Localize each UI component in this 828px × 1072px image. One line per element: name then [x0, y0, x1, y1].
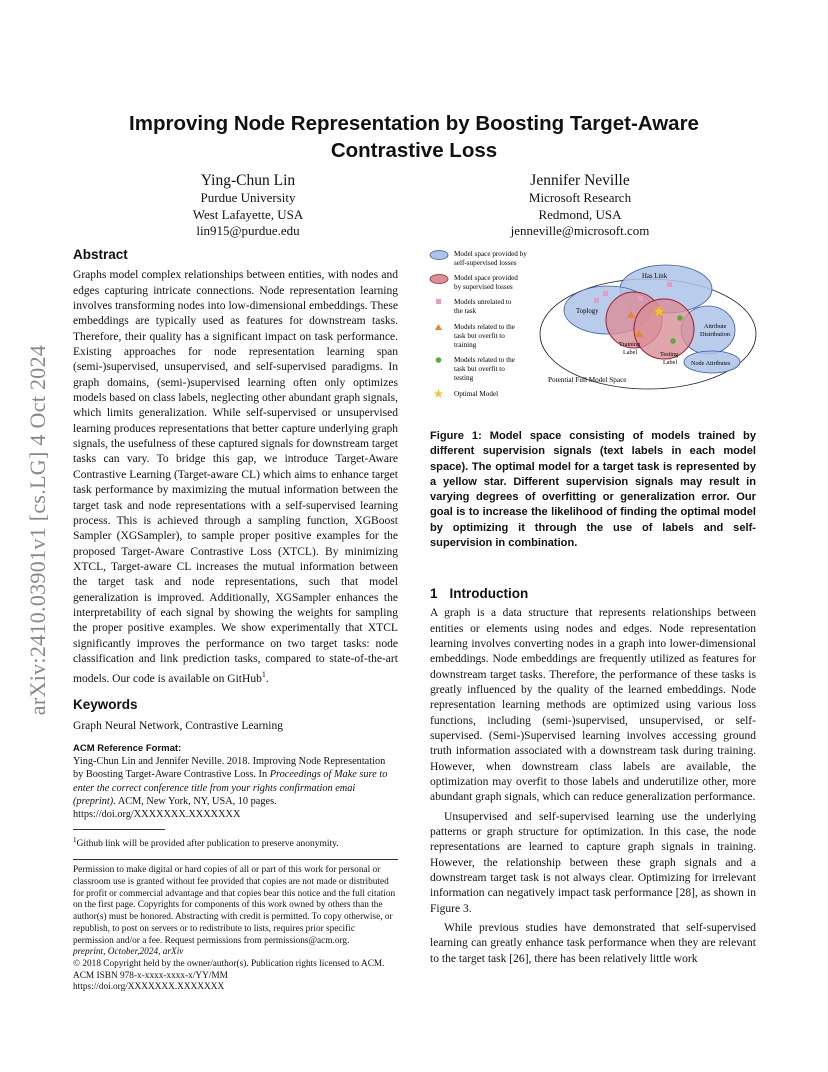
- legend-star-icon: [434, 389, 443, 398]
- intro-paragraph-3: While previous studies have demonstrated that self-supervised learning can greatly enhance task performance when they are relevant to the target task [26], there has been relatively little work: [430, 921, 756, 965]
- legend-green-dot-icon: [436, 357, 442, 363]
- author-location: Redmond, USA: [538, 206, 622, 222]
- unrelated-model-marker: [638, 296, 643, 301]
- legend-unrelated-line1: Models unrelated to: [454, 298, 512, 306]
- legend-self-supervised-line1: Model space provided by: [454, 250, 527, 258]
- acm-reference-part1: Ying-Chun Lin and Jennifer Neville. 2018. Improving Node Representation by Boosting Target-Aware Contrastive Loss. In: [73, 756, 386, 781]
- author-name: Ying-Chun Lin: [200, 172, 296, 189]
- keywords-heading: Keywords: [73, 697, 138, 713]
- preprint-line: [73, 947, 398, 959]
- legend-overfit-testing-line2: task but overfit to: [454, 365, 505, 373]
- acm-reference-venue: Proceedings of Make sure to enter the correct conference title from your rights confirmation emai (preprint).: [73, 769, 388, 807]
- introduction-heading: [430, 586, 756, 601]
- legend-overfit-training-line2: task but overfit to: [454, 332, 505, 340]
- section-title: Introduction: [449, 586, 529, 601]
- label-testing-line1: Testing: [660, 351, 679, 358]
- legend-overfit-training-line1: Models related to the: [454, 323, 515, 331]
- label-topology: Toplogy: [576, 308, 599, 315]
- legend-red-ellipse-icon: [430, 275, 448, 284]
- acm-reference-part2: ACM, New York, NY, USA, 10 pages. https://doi.org/XXXXXXX.XXXXXXX: [73, 795, 277, 820]
- unrelated-model-marker: [667, 282, 672, 287]
- figure-legend: [430, 250, 527, 398]
- doi-line: https://doi.org/XXXXXXX.XXXXXXX: [73, 982, 225, 993]
- legend-overfit-testing-line1: Models related to the: [454, 356, 515, 364]
- legend-supervised-line1: Model space provided: [454, 274, 518, 282]
- legend-pink-square-icon: [436, 299, 441, 304]
- label-attribute-line2: Distribution: [700, 331, 730, 338]
- overfit-testing-marker: [670, 338, 676, 344]
- footnote-mark: 1: [261, 670, 266, 680]
- unrelated-model-marker: [603, 291, 608, 296]
- section-number: 1: [430, 586, 438, 601]
- footnote-number: 1: [73, 836, 77, 845]
- footnote-rule: [73, 829, 165, 830]
- author-block-2: [480, 171, 680, 240]
- footnote-text: Github link will be provided after publication to preserve anonymity.: [76, 839, 339, 850]
- author-email: lin915@purdue.edu: [196, 223, 300, 238]
- author-block-1: [160, 171, 336, 240]
- intro-paragraph-1: A graph is a data structure that represents relationships between entities or elements using nodes and edges. Node representation learning involves converting nodes in a graph into lower-dimensional embeddings. Node embeddings are frequently utilized as features for downstream target tasks. Therefore, the performance of these tasks is greatly influenced by the quality of the learned embeddings. Node representation learning methods are optimized using various loss functions, including (semi-)supervised, unsupervised, or self-supervised. (Semi-)Supervised learning involves accessing ground truth information associated with a downstream task during training. However, when downstream class labels are available, the optimization may overfit to those labels and underutilize other, more abundant graph signals, which can reduce generalization performance.: [430, 607, 756, 804]
- abstract-body: Graphs model complex relationships between entities, with nodes and edges capturing intricate connections. Node representation learning involves transforming nodes into low-dimensional embeddings. These embeddings are typically used as features for downstream tasks. Therefore, their quality has a significant impact on task performance. Existing approaches for node representation learning span (semi-)supervised, unsupervised, and self-supervised paradigms. In graph domains, (semi-)supervised learning often only optimizes models based on class labels, neglecting other abundant graph signals, which limits generalization. While self-supervised or unsupervised learning produces representations that better capture underlying graph signals, the usefulness of these captured signals for downstream target tasks can vary. To bridge this gap, we introduce Target-Aware Contrastive Learning (Target-aware CL) which aims to enhance target task performance by maximizing the mutual information between the target task and node representations with a self-supervised learning process. This is achieved through a sampling function, XGBoost Sampler (XGSampler), to sample proper positive examples for the proposed Target-Aware Contrastive Loss (XTCL). By minimizing XTCL, Target-aware CL increases the mutual information between the target task and node representations, such that model generalization is improved. Additionally, XGSampler enhances the interpretability of each signal by showing the weights for sampling the proper positive examples. We show experimentally that XTCL significantly improves the performance on two target tasks: node classification and link prediction tasks, compared to state-of-the-art models. Our code is available on GitHub: [73, 269, 398, 686]
- keywords-text: Graph Neural Network, Contrastive Learning: [73, 719, 284, 732]
- author-location: West Lafayette, USA: [192, 206, 304, 222]
- copyright-line: © 2018 Copyright held by the owner/author(s). Publication rights licensed to ACM.: [73, 958, 385, 969]
- label-potential-full: Potential Full Model Space: [548, 376, 627, 384]
- arxiv-identifier: arXiv:2410.03901v1 [cs.LG] 4 Oct 2024: [25, 344, 50, 716]
- legend-orange-triangle-icon: [435, 324, 442, 330]
- legend-blue-ellipse-icon: [430, 251, 448, 260]
- author-affiliation: Microsoft Research: [528, 190, 632, 205]
- author-name: Jennifer Neville: [530, 172, 630, 189]
- intro-paragraph-2: Unsupervised and self-supervised learning use the underlying patterns or graph structure for optimization. In this case, the node representations are learned to capture graph signals in training. However, the relationship between these graph signals and a downstream target task is not always clear. Optimizing for irrelevant information can negatively impact task performance [28], as shown in Figure 3.: [430, 810, 756, 915]
- preprint-text: preprint, October,2024, arXiv: [73, 947, 184, 958]
- legend-self-supervised-line2: self-supervised losses: [454, 259, 517, 267]
- overfit-testing-marker: [677, 315, 683, 321]
- testing-label-space: [634, 299, 694, 359]
- isbn-line: ACM ISBN 978-x-xxxx-xxxx-x/YY/MM: [73, 970, 228, 981]
- permission-block: [73, 859, 398, 994]
- left-column: [73, 247, 398, 994]
- label-attribute-line1: Attribute: [704, 323, 727, 330]
- abstract-text: Graphs model complex relationships between entities, with nodes and edges capturing intricate connections. Node representation learning involves transforming nodes into low-dimensional embeddings. These embeddings are typically used as features for downstream tasks. Therefore, their quality has a significant impact on task performance. Existing approaches for node representation learning span (semi-)supervised, unsupervised, and self-supervised paradigms. In graph domains, (semi-)supervised learning often only optimizes models based on class labels, neglecting other abundant graph signals, which limits generalization. While self-supervised or unsupervised learning produces representations that better capture underlying graph signals, the usefulness of these captured signals for downstream target tasks can vary. To bridge this gap, we introduce Target-Aware Contrastive Learning (Target-aware CL) which aims to enhance target task performance by maximizing the mutual information between the target task and node representations with a self-supervised learning process. This is achieved through a sampling function, XGBoost Sampler (XGSampler), to sample proper positive examples for the proposed Target-Aware Contrastive Loss (XTCL). By minimizing XTCL, Target-aware CL increases the mutual information between the target task and node representations, such that model generalization is improved. Additionally, XGSampler enhances the interpretability of each signal by showing the weights for sampling the proper positive examples. We show experimentally that XTCL significantly improves the performance on two target tasks: node classification and link prediction tasks, compared to state-of-the-art models. Our code is available on GitHub$^1$.: [73, 269, 398, 686]
- label-training-line1: Training: [619, 341, 641, 348]
- legend-unrelated-line2: the task: [454, 307, 477, 315]
- legend-overfit-testing-line3: testing: [454, 374, 474, 382]
- acm-reference: [73, 755, 398, 821]
- legend-optimal: Optimal Model: [454, 390, 499, 398]
- figure-caption: Figure 1: Model space consisting of models trained by different supervision signals (text labels in each model space). The optimal model for a target task is represented by a yellow star. Different supervision signals may result in varying degrees of overfitting or generalization error. Our goal is to increase the likelihood of finding the optimal model by optimizing it through the use of labels and self-supervision in combination.: [430, 430, 756, 550]
- permission-text: Permission to make digital or hard copies of all or part of this work for personal or classroom use is granted without fee provided that copies are not made or distributed for profit or commercial advantage and that copies bear this notice and the full citation on the first page. Copyrights for components of this work owned by others than the author(s) must be honored. Abstracting with credit is permitted. To copy otherwise, or republish, to post on servers or to redistribute to lists, requires prior specific permission and/or a fee. Request permissions from permissions@acm.org.: [73, 865, 396, 946]
- legend-supervised-line2: by supervised losses: [454, 283, 513, 291]
- paper-title: Improving Node Representation by Boosting Target-Aware Contrastive Loss: [129, 112, 699, 162]
- introduction-section: [430, 586, 756, 967]
- label-training-line2: Label: [623, 349, 638, 356]
- author-email: jenneville@microsoft.com: [510, 223, 650, 238]
- unrelated-model-marker: [594, 298, 599, 303]
- legend-overfit-training-line3: training: [454, 341, 477, 349]
- label-has-link: Has Link: [642, 273, 668, 280]
- label-testing-line2: Label: [663, 359, 678, 366]
- label-node-attributes: Node Attributes: [691, 360, 731, 367]
- abstract-heading: Abstract: [73, 247, 128, 262]
- figure-1-model-space: [426, 244, 759, 414]
- footnote: [73, 834, 398, 850]
- author-affiliation: Purdue University: [200, 190, 296, 205]
- acm-reference-heading: ACM Reference Format:: [73, 743, 182, 755]
